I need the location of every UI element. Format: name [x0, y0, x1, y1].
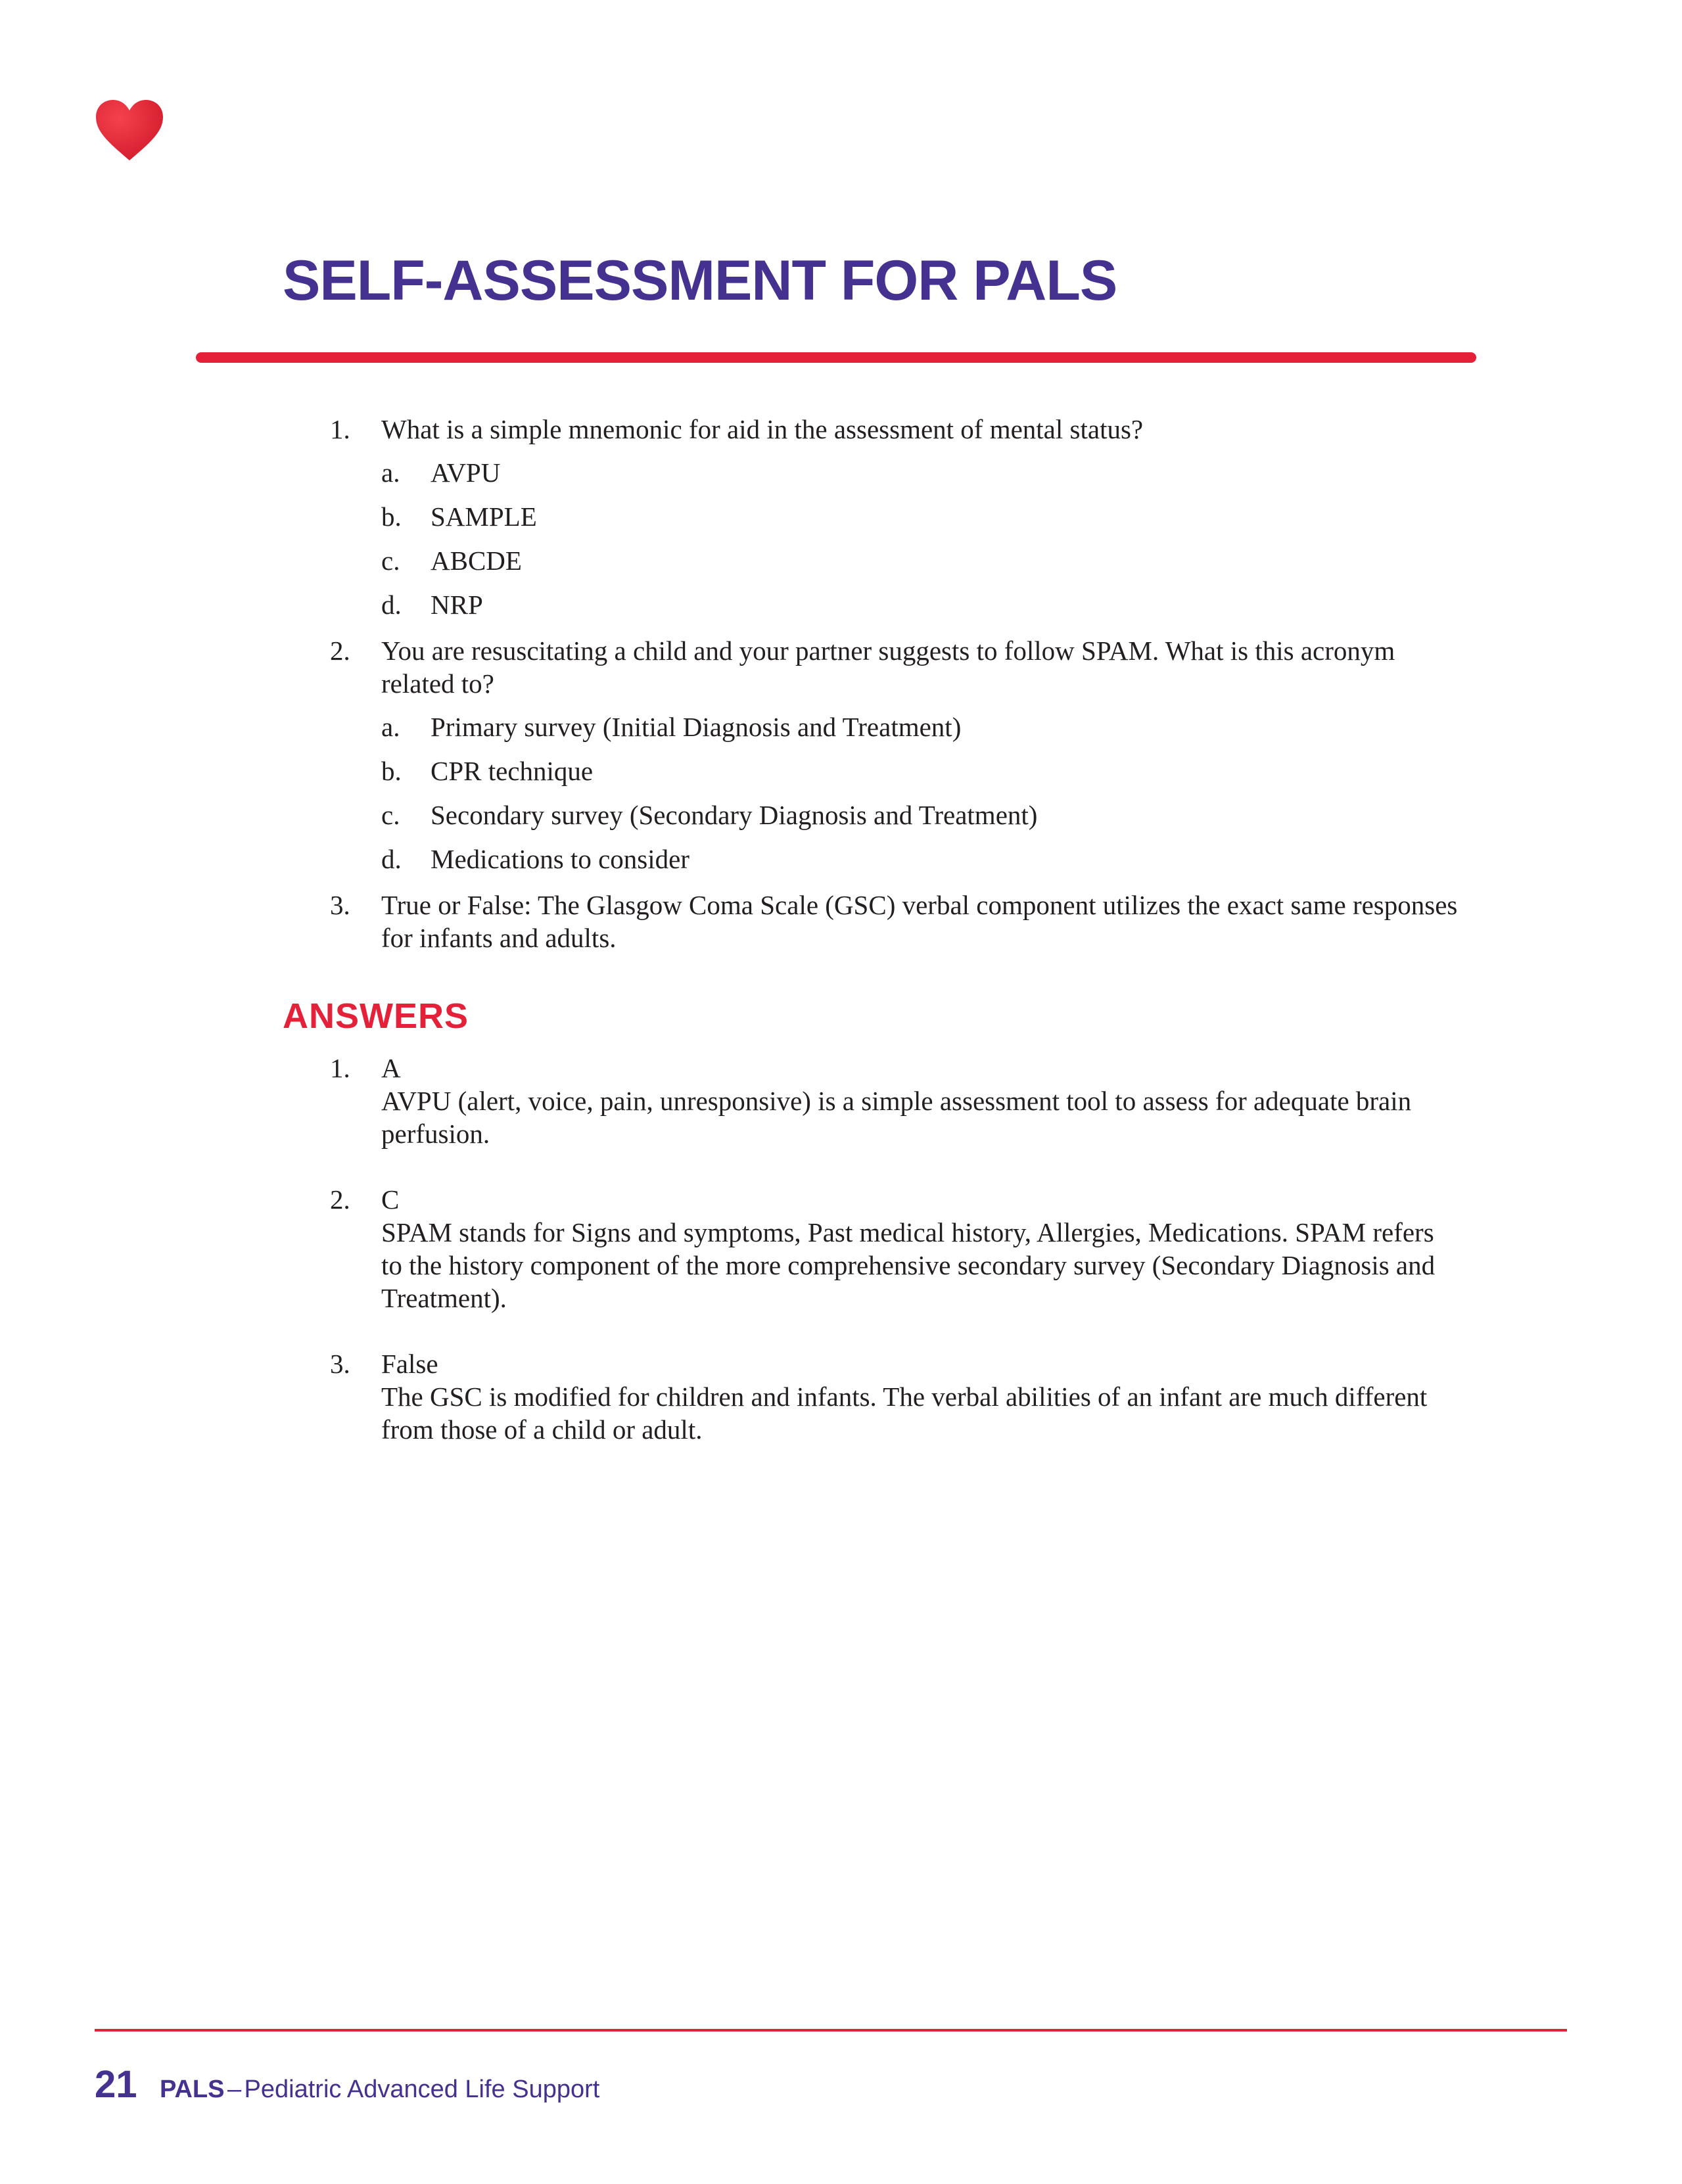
option-item	[381, 755, 1459, 787]
option-letter: b.	[381, 501, 402, 532]
content	[283, 413, 1459, 1479]
answer-value: A	[381, 1053, 401, 1083]
question-3	[283, 889, 1459, 954]
answer-explanation: SPAM stands for Signs and symptoms, Past medical history, Allergies, Medications. SPAM refers to the history component of the more comprehensive secondary survey (Secondary Diagnosis and Treatment).	[381, 1217, 1436, 1313]
option-text: NRP	[431, 590, 483, 620]
answer-1	[283, 1052, 1459, 1150]
title-divider	[196, 352, 1476, 363]
answer-explanation: AVPU (alert, voice, pain, unresponsive) is a simple assessment tool to assess for adequate brain perfusion.	[381, 1086, 1412, 1149]
page-title: SELF-ASSESSMENT FOR PALS	[283, 249, 1117, 312]
answer-number: 3.	[330, 1349, 350, 1379]
option-item	[381, 500, 1459, 533]
answer-explanation: The GSC is modified for children and infants. The verbal abilities of an infant are much different from those of a child or adult.	[381, 1382, 1428, 1445]
option-text: AVPU	[431, 457, 501, 488]
option-item	[381, 799, 1459, 831]
answer-2	[283, 1183, 1459, 1314]
question-text: True or False: The Glasgow Coma Scale (GSC) verbal component utilizes the exact same responses for infants and adults.	[381, 890, 1458, 953]
question-number: 3.	[330, 890, 350, 920]
option-letter: a.	[381, 457, 400, 488]
option-letter: d.	[381, 590, 402, 620]
answer-value: False	[381, 1349, 438, 1379]
option-letter: c.	[381, 546, 400, 576]
option-letter: a.	[381, 712, 400, 742]
option-text: Primary survey (Initial Diagnosis and Treatment)	[431, 712, 962, 742]
answer-number: 1.	[330, 1053, 350, 1083]
option-text: SAMPLE	[431, 501, 537, 532]
option-text: Secondary survey (Secondary Diagnosis and Treatment)	[431, 800, 1038, 830]
question-number: 2.	[330, 636, 350, 666]
question-1	[283, 413, 1459, 621]
option-text: Medications to consider	[431, 844, 689, 874]
option-item	[381, 456, 1459, 489]
question-number: 1.	[330, 414, 350, 444]
answer-value: C	[381, 1184, 400, 1215]
option-list	[381, 710, 1459, 875]
option-letter: b.	[381, 756, 402, 786]
footer-brand: PALS	[159, 2076, 225, 2103]
page-number: 21	[95, 2063, 137, 2106]
option-letter: c.	[381, 800, 400, 830]
answer-number: 2.	[330, 1184, 350, 1215]
answers-heading: ANSWERS	[283, 996, 469, 1036]
page-footer	[95, 2062, 599, 2106]
option-letter: d.	[381, 844, 402, 874]
option-item	[381, 544, 1459, 577]
option-item	[381, 843, 1459, 875]
question-2	[283, 634, 1459, 875]
option-list	[381, 456, 1459, 621]
option-item	[381, 710, 1459, 743]
question-text: What is a simple mnemonic for aid in the assessment of mental status?	[381, 414, 1144, 444]
footer-separator: –	[227, 2076, 242, 2103]
option-item	[381, 588, 1459, 621]
option-text: ABCDE	[431, 546, 522, 576]
answer-3	[283, 1347, 1459, 1446]
heart-icon	[95, 99, 164, 162]
question-text: You are resuscitating a child and your partner suggests to follow SPAM. What is this acronym related to?	[381, 636, 1395, 699]
option-text: CPR technique	[431, 756, 594, 786]
footer-divider	[95, 2029, 1567, 2032]
footer-subtitle: Pediatric Advanced Life Support	[244, 2076, 600, 2103]
